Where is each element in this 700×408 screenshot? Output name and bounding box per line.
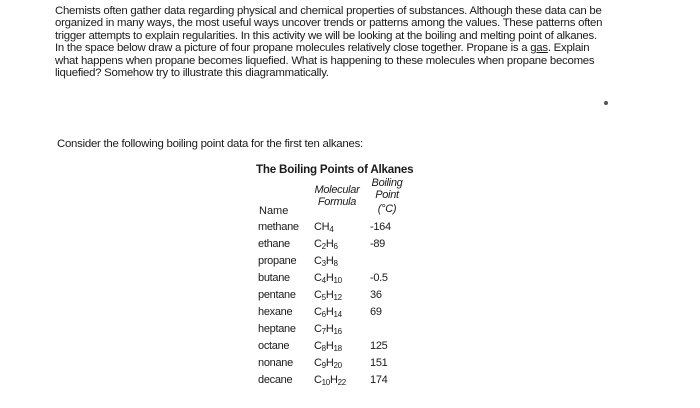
alkane-name: heptane <box>258 323 296 335</box>
alkane-formula: $C_7H_{16}$ <box>314 323 342 336</box>
alkane-name: pentane <box>258 289 296 301</box>
alkane-formula: $C_9H_{20}$ <box>314 357 342 370</box>
alkane-formula: $CH_4$ <box>314 221 334 234</box>
alkane-name: ethane <box>258 238 290 250</box>
intro-text <box>55 5 615 79</box>
alkane-name: octane <box>258 340 290 352</box>
alkane-formula: $C_4H_{10}$ <box>314 272 342 285</box>
intro-paragraph-1: Chemists often gather data regarding physical and chemical properties of substances. Although these data can be organized in many ways, the most useful ways uncover trends or patterns among the values. These patterns often trigger attempts to explain regularities. In this activity we will be looking at the boiling and melting point of alkanes. <box>55 5 603 42</box>
intro-paragraph-2-end: . Explain what happens when propane becomes liquefied. What is happening to these molecules when propane becomes liquefied? Somehow try to illustrate this diagrammatically. <box>55 42 595 80</box>
alkane-formula: $C_3H_8$ <box>314 255 338 268</box>
alkane-name: propane <box>258 255 297 267</box>
consider-text: Consider the following boiling point data for the first ten alkanes: <box>57 138 363 150</box>
formula-header-line2: Formula <box>317 195 357 208</box>
alkane-name: decane <box>258 374 293 386</box>
boiling-point-value: -89 <box>370 238 385 250</box>
alkane-name: butane <box>258 272 290 284</box>
alkane-formula: $C_6H_{14}$ <box>314 306 342 319</box>
alkane-name: nonane <box>258 357 293 369</box>
boiling-point-value: -164 <box>370 221 391 233</box>
boiling-point-value: 36 <box>370 289 382 301</box>
alkane-formula: $C_5H_{12}$ <box>314 289 342 302</box>
boiling-point-header <box>365 178 409 216</box>
boiling-point-value: 125 <box>370 340 388 352</box>
boiling-point-value: 69 <box>370 306 382 318</box>
gas-underlined: gas <box>530 42 548 55</box>
bp-header-line2: Point <box>375 188 399 201</box>
formula-header <box>308 185 366 208</box>
bp-header-line1: Boiling <box>371 177 403 189</box>
intro-paragraph-2-start: In the space below draw a picture of four propane molecules relatively close together. Propane is a <box>55 42 531 55</box>
table-title: The Boiling Points of Alkanes <box>256 163 414 176</box>
stray-dot <box>604 101 608 105</box>
boiling-point-value: 174 <box>370 374 388 386</box>
boiling-point-value: -0.5 <box>370 272 388 284</box>
alkane-name: hexane <box>258 306 293 318</box>
bp-header-line3: (°C) <box>377 203 397 215</box>
alkane-formula: $C_8H_{18}$ <box>314 340 342 353</box>
name-header: Name <box>259 205 289 217</box>
alkane-formula: $C_{10}H_{22}$ <box>314 374 346 387</box>
alkane-name: methane <box>258 221 299 233</box>
formula-header-line1: Molecular <box>314 184 360 196</box>
alkane-formula: $C_2H_6$ <box>314 238 338 251</box>
boiling-point-value: 151 <box>370 357 388 369</box>
intro-paragraph-2 <box>55 42 615 79</box>
